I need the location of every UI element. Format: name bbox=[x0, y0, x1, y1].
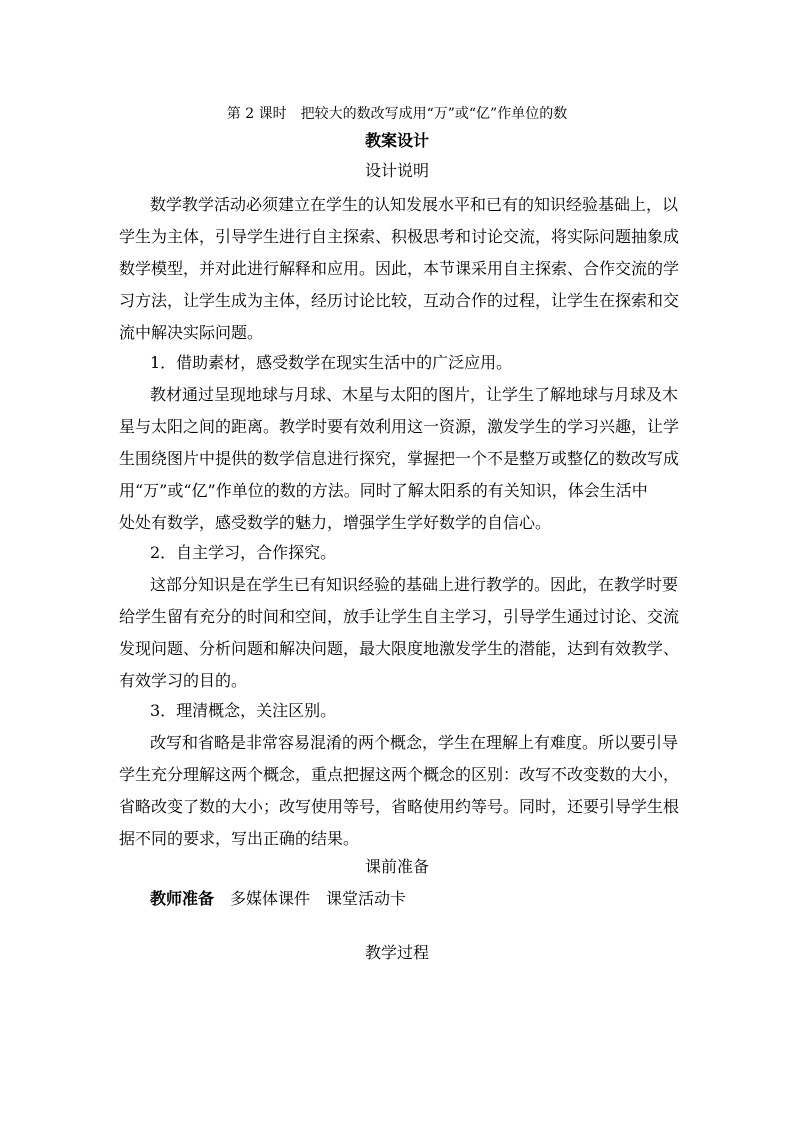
heading-lesson-plan: 教案设计 bbox=[364, 131, 429, 150]
heading-design-notes: 设计说明 bbox=[364, 161, 429, 180]
paragraph-line: 教材通过呈现地球与月球、木星与太阳的图片，让学生了解地球与月球及木 bbox=[150, 385, 679, 404]
paragraph-line: 改写和省略是非常容易混淆的两个概念，学生在理解上有难度。所以要引导 bbox=[150, 733, 679, 752]
teacher-preparation-label: 教师准备 bbox=[150, 889, 215, 908]
lesson-title: 第 2 课时 把较大的数改写成用“万”或“亿”作单位的数 bbox=[226, 106, 568, 122]
paragraph-line: 习方法，让学生成为主体，经历讨论比较，互动合作的过程，让学生在探索和交 bbox=[119, 291, 680, 310]
paragraph-line: 发现问题、分析问题和解决问题，最大限度地激发学生的潜能，达到有效教学、 bbox=[119, 639, 680, 658]
section-item-1: 1．借助素材，感受数学在现实生活中的广泛应用。 bbox=[150, 353, 513, 372]
paragraph-line: 给学生留有充分的时间和空间，放手让学生自主学习，引导学生通过讨论、交流 bbox=[119, 607, 680, 626]
paragraph-line: 学生为主体，引导学生进行自主探索、积极思考和讨论交流，将实际问题抽象成 bbox=[119, 227, 680, 246]
heading-teaching-process: 教学过程 bbox=[364, 943, 429, 962]
paragraph-line: 数学教学活动必须建立在学生的认知发展水平和已有的知识经验基础上，以 bbox=[150, 195, 679, 214]
teacher-preparation bbox=[150, 889, 406, 909]
paragraph-line: 据不同的要求，写出正确的结果。 bbox=[119, 829, 360, 848]
paragraph-line: 用“万”或“亿”作单位的数的方法。同时了解太阳系的有关知识，体会生活中 bbox=[119, 481, 648, 500]
section-item-3: 3．理清概念，关注区别。 bbox=[150, 701, 337, 720]
paragraph-line: 处处有数学，感受数学的魅力，增强学生学好数学的自信心。 bbox=[119, 513, 552, 532]
paragraph-line: 这部分知识是在学生已有知识经验的基础上进行教学的。因此，在教学时要 bbox=[150, 575, 679, 594]
section-item-2: 2．自主学习，合作探究。 bbox=[150, 543, 337, 562]
teacher-preparation-items: 多媒体课件 课堂活动卡 bbox=[214, 889, 407, 908]
paragraph-line: 数学模型，并对此进行解释和应用。因此，本节课采用自主探索、合作交流的学 bbox=[119, 259, 680, 278]
paragraph-line: 星与太阳之间的距离。教学时要有效利用这一资源，激发学生的学习兴趣，让学 bbox=[119, 417, 680, 436]
paragraph-line: 有效学习的目的。 bbox=[119, 671, 248, 690]
paragraph-line: 生围绕图片中提供的数学信息进行探究，掌握把一个不是整万或整亿的数改写成 bbox=[119, 449, 680, 468]
paragraph-line: 学生充分理解这两个概念，重点把握这两个概念的区别：改写不改变数的大小， bbox=[119, 765, 680, 784]
paragraph-line: 省略改变了数的大小；改写使用等号，省略使用约等号。同时，还要引导学生根 bbox=[119, 797, 680, 816]
heading-preparation: 课前准备 bbox=[364, 857, 429, 876]
paragraph-line: 流中解决实际问题。 bbox=[119, 323, 264, 342]
